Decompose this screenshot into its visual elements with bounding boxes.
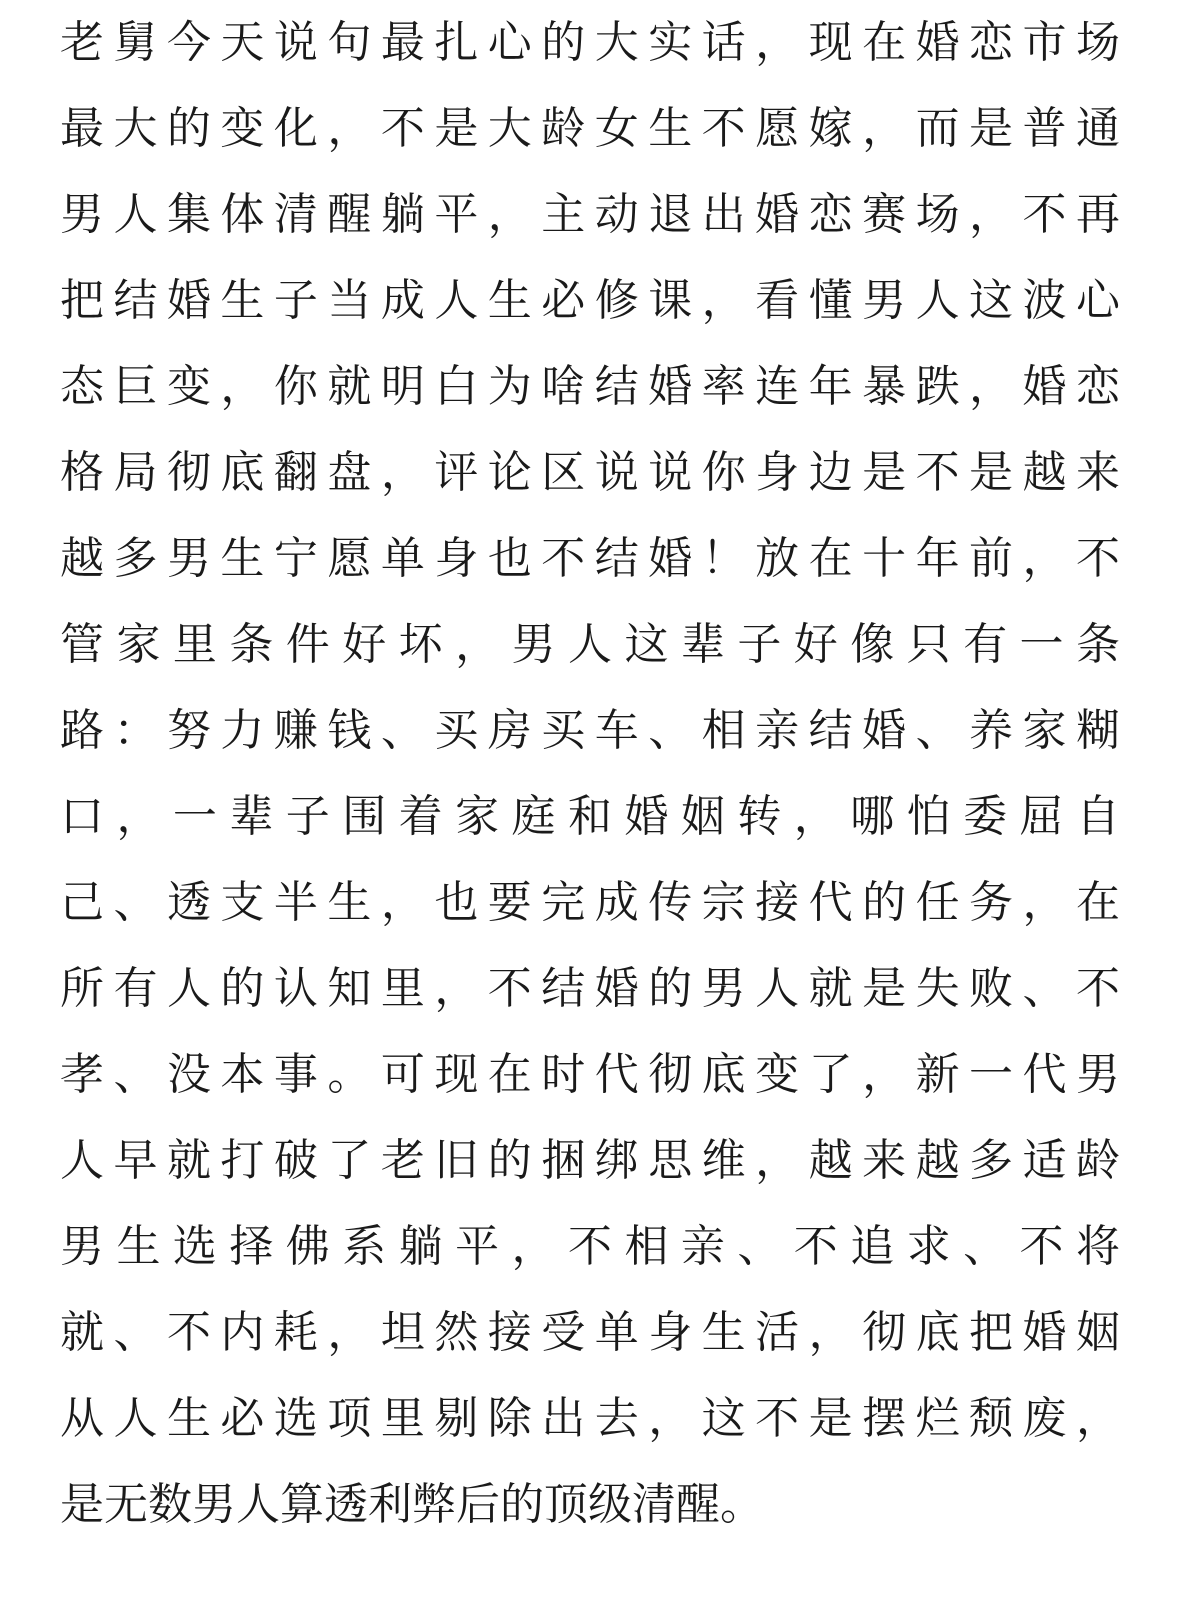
text-line: 管家里条件好坏，男人这辈子好像只有一条: [60, 619, 1120, 670]
text-line: 就、不内耗，坦然接受单身生活，彻底把婚姻: [60, 1307, 1120, 1358]
article-body: [60, 0, 1120, 1548]
text-line: 口，一辈子围着家庭和婚姻转，哪怕委屈自: [60, 791, 1120, 842]
text-line: 态巨变，你就明白为啥结婚率连年暴跌，婚恋: [60, 361, 1120, 412]
text-line: 己、透支半生，也要完成传宗接代的任务，在: [60, 877, 1120, 928]
text-line: 老舅今天说句最扎心的大实话，现在婚恋市场: [60, 17, 1120, 68]
text-line: 所有人的认知里，不结婚的男人就是失败、不: [60, 963, 1120, 1014]
text-line: 路：努力赚钱、买房买车、相亲结婚、养家糊: [60, 705, 1120, 756]
text-line: 最大的变化，不是大龄女生不愿嫁，而是普通: [60, 103, 1120, 154]
text-line: 男人集体清醒躺平，主动退出婚恋赛场，不再: [60, 189, 1120, 240]
text-line: 把结婚生子当成人生必修课，看懂男人这波心: [60, 275, 1120, 326]
text-line: 越多男生宁愿单身也不结婚！放在十年前，不: [60, 533, 1120, 584]
text-line: 孝、没本事。可现在时代彻底变了，新一代男: [60, 1049, 1120, 1100]
text-line: 从人生必选项里剔除出去，这不是摆烂颓废，: [60, 1393, 1120, 1444]
text-line: 格局彻底翻盘，评论区说说你身边是不是越来: [60, 447, 1120, 498]
text-line-last: 是无数男人算透利弊后的顶级清醒。: [60, 1479, 764, 1530]
text-line: 人早就打破了老旧的捆绑思维，越来越多适龄: [60, 1135, 1120, 1186]
text-line: 男生选择佛系躺平，不相亲、不追求、不将: [60, 1221, 1120, 1272]
